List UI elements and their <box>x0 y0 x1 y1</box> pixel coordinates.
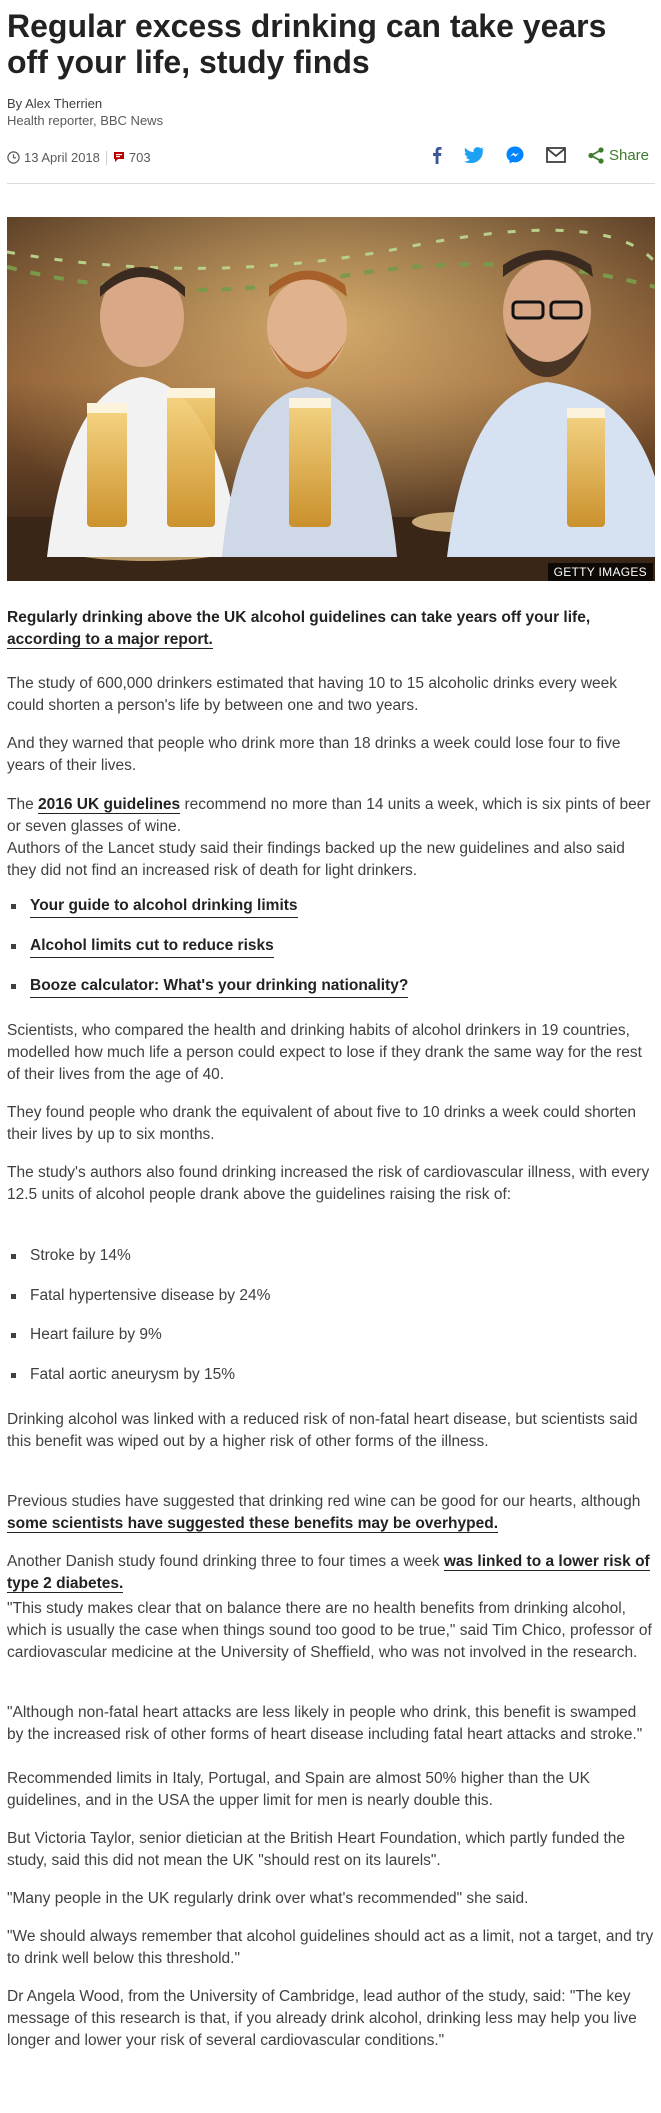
twitter-icon[interactable] <box>464 147 484 163</box>
email-icon[interactable] <box>546 147 566 163</box>
author-name: By Alex Therrien <box>7 96 103 111</box>
paragraph: Dr Angela Wood, from the University of Cambridge, lead author of the study, said: "The key message of this research is that, if you already drink alcohol, drinking less may help you live longer and lower your risk of several cardiovascular conditions." <box>7 1988 637 2049</box>
quote-paragraph: "We should always remember that alcohol guidelines should act as a limit, not a target, and try to drink well below this threshold." <box>7 1928 654 1967</box>
meta-row <box>7 146 655 172</box>
byline <box>7 95 163 129</box>
diabetes-link[interactable]: was linked to a lower risk of type 2 diabetes. <box>7 1553 650 1592</box>
major-report-link[interactable]: according to a major report. <box>7 631 213 648</box>
publish-date: 13 April 2018 <box>24 150 100 165</box>
paragraph <box>7 1491 655 1535</box>
paragraph: The study of 600,000 drinkers estimated that having 10 to 15 alcoholic drinks every week could shorten a person's life by between one and two years. <box>7 675 618 714</box>
paragraph-text: The <box>7 796 39 813</box>
paragraph <box>7 794 655 838</box>
divider <box>7 183 655 184</box>
share-tools <box>410 146 649 164</box>
paragraph: The study's authors also found drinking increased the risk of cardiovascular illness, with every 12.5 units of alcohol people drank above the guidelines raising the risk of: <box>7 1164 650 1203</box>
risk-item: Fatal aortic aneurysm by 15% <box>7 1364 235 1386</box>
paragraph: Scientists, who compared the health and drinking habits of alcohol drinkers in 19 countries, modelled how much life a person could expect to lose if they drank the same way for the rest of their lives from the age of 40. <box>7 1022 642 1083</box>
lead-paragraph <box>7 607 655 651</box>
photo-three-men-with-beer-icon <box>7 217 655 581</box>
risk-item: Heart failure by 9% <box>7 1324 162 1346</box>
comments-icon[interactable] <box>113 151 125 164</box>
paragraph: And they warned that people who drink more than 18 drinks a week could lose four to five years of their lives. <box>7 735 621 774</box>
bullet-square-icon <box>11 1373 16 1378</box>
bullet-square-icon <box>11 1333 16 1338</box>
paragraph-text: Another Danish study found drinking three to four times a week <box>7 1553 444 1570</box>
risk-item: Fatal hypertensive disease by 24% <box>7 1285 270 1307</box>
paragraph <box>7 1551 655 1595</box>
paragraph: But Victoria Taylor, senior dietician at the British Heart Foundation, which partly funded the study, said this did not mean the UK "should rest on its laurels". <box>7 1830 626 1869</box>
lead-text: Regularly drinking above the UK alcohol guidelines can take years off your life, <box>7 609 591 626</box>
paragraph-text: recommend no more than 14 units a week, which is six pints of beer or seven glasses of wine. <box>7 796 651 835</box>
share-button[interactable]: Share <box>608 146 649 164</box>
bullet-square-icon <box>11 1254 16 1259</box>
bullet-square-icon <box>11 904 16 909</box>
related-link[interactable]: Booze calculator: What's your drinking nationality? <box>7 975 408 998</box>
author-role: Health reporter, BBC News <box>7 113 164 128</box>
risk-item: Stroke by 14% <box>7 1245 131 1267</box>
paragraph-text: Previous studies have suggested that drinking red wine can be good for our hearts, although <box>7 1493 641 1510</box>
meta-divider <box>106 151 107 165</box>
facebook-icon[interactable] <box>432 146 442 164</box>
paragraph: Drinking alcohol was linked with a reduced risk of non-fatal heart disease, but scientists said this benefit was wiped out by a higher risk of other forms of the illness. <box>7 1411 638 1450</box>
overhyped-link[interactable]: some scientists have suggested these benefits may be overhyped. <box>7 1515 499 1532</box>
headline: Regular excess drinking can take years off your life, study finds <box>7 8 607 80</box>
comments-count[interactable]: 703 <box>128 150 151 165</box>
paragraph: Authors of the Lancet study said their findings backed up the new guidelines and also said they did not find an increased risk of death for light drinkers. <box>7 840 625 879</box>
share-icon[interactable] <box>588 147 604 164</box>
image-credit: GETTY IMAGES <box>548 563 653 581</box>
clock-icon <box>7 151 20 164</box>
related-link[interactable]: Alcohol limits cut to reduce risks <box>7 935 274 958</box>
related-link[interactable]: Your guide to alcohol drinking limits <box>7 895 298 918</box>
paragraph: They found people who drank the equivalent of about five to 10 drinks a week could shorten their lives by up to six months. <box>7 1104 637 1143</box>
quote-paragraph: "Although non-fatal heart attacks are less likely in people who drink, this benefit is swamped by the increased risk of other forms of heart disease including fatal heart attacks and stroke." <box>7 1704 643 1743</box>
meta-info <box>7 150 151 165</box>
bullet-square-icon <box>11 984 16 989</box>
quote-paragraph: "Many people in the UK regularly drink over what's recommended" she said. <box>7 1890 529 1907</box>
uk-guidelines-link[interactable]: 2016 UK guidelines <box>38 796 181 813</box>
bullet-square-icon <box>11 944 16 949</box>
article-image <box>7 217 655 581</box>
messenger-icon[interactable] <box>506 146 524 164</box>
paragraph: Recommended limits in Italy, Portugal, and Spain are almost 50% higher than the UK guidelines, and in the USA the upper limit for men is nearly double this. <box>7 1770 590 1809</box>
bullet-square-icon <box>11 1294 16 1299</box>
quote-paragraph: "This study makes clear that on balance there are no health benefits from drinking alcohol, which is usually the case when things sound too good to be true," said Tim Chico, professor of cardiovascular medicine at the University of Sheffield, who was not involved in the research. <box>7 1600 652 1661</box>
